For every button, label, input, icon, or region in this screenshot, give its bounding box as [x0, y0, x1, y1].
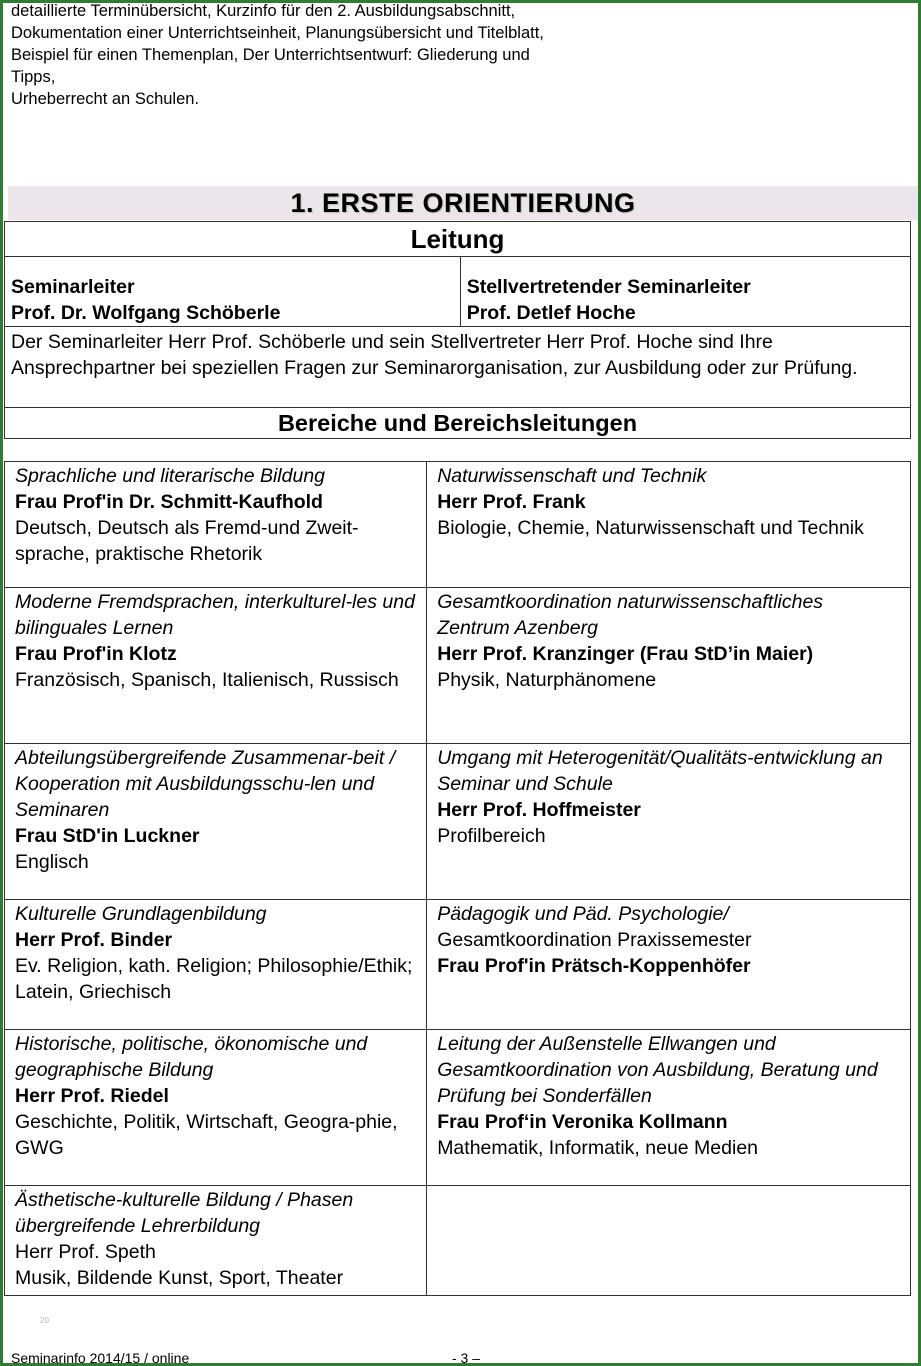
intro-line: Tipps, [11, 68, 56, 86]
area-subjects: Biologie, Chemie, Naturwissenschaft und Technik [437, 517, 864, 539]
empty-area-cell [427, 1186, 911, 1296]
area-name: Leitung der Außenstelle Ellwangen und Gesamtkoordination von Ausbildung, Beratung und Prüfung bei Sonderfällen [437, 1033, 878, 1107]
area-cell [5, 462, 427, 588]
area-subjects: Deutsch, Deutsch als Fremd-und Zweit-sprache, praktische Rhetorik [15, 517, 359, 565]
area-cell [427, 900, 911, 1030]
area-cell [5, 1186, 427, 1296]
area-subjects: Musik, Bildende Kunst, Sport, Theater [15, 1267, 344, 1289]
area-subjects: Physik, Naturphänomene [437, 669, 657, 691]
area-subjects: Profilbereich [437, 825, 546, 847]
area-name: Naturwissenschaft und Technik [437, 465, 707, 487]
intro-line: Urheberrecht an Schulen. [11, 90, 200, 108]
bereiche-title: Bereiche und Bereichsleitungen [5, 408, 911, 439]
area-lead: Frau StD'in Luckner [15, 825, 200, 847]
area-lead: Frau Prof‘in Veronika Kollmann [437, 1111, 728, 1133]
area-cell [5, 588, 427, 744]
area-lead: Frau Prof'in Dr. Schmitt-Kaufhold [15, 491, 323, 513]
area-name: Umgang mit Heterogenität/Qualitäts-entwicklung an Seminar und Schule [437, 747, 883, 795]
area-lead: Herr Prof. Speth [15, 1241, 156, 1263]
area-name: Abteilungsübergreifende Zusammenar-beit / Kooperation mit Ausbildungsschu-len und Seminaren [15, 747, 396, 821]
area-name: Gesamtkoordination naturwissenschaftliches Zentrum Azenberg [437, 591, 824, 639]
area-subjects: Ev. Religion, kath. Religion; Philosophie/Ethik; Latein, Griechisch [15, 955, 413, 1003]
area-subjects: Englisch [15, 851, 89, 873]
footer-label: Seminarinfo 2014/15 / online [11, 1350, 190, 1366]
area-cell [427, 462, 911, 588]
seminarleiter-cell [5, 257, 461, 327]
area-lead: Herr Prof. Kranzinger (Frau StD’in Maier) [437, 643, 814, 665]
area-subjects: Französisch, Spanisch, Italienisch, Russisch [15, 669, 399, 691]
area-cell [5, 744, 427, 900]
faint-mark: 20 [40, 1316, 49, 1325]
area-cell [427, 1030, 911, 1186]
page-number: - 3 – [452, 1350, 481, 1366]
intro-paragraph [11, 0, 544, 110]
area-cell [427, 588, 911, 744]
stellvertreter-cell [460, 257, 910, 327]
area-lead: Herr Prof. Binder [15, 929, 173, 951]
leitung-title: Leitung [5, 222, 911, 257]
bereiche-table [4, 461, 911, 1296]
seminarleiter-role: Seminarleiter [11, 276, 135, 298]
stellvertreter-role: Stellvertretender Seminarleiter [466, 276, 751, 298]
area-name: Kulturelle Grundlagenbildung [15, 903, 267, 925]
area-cell [5, 1030, 427, 1186]
area-name: Sprachliche und literarische Bildung [15, 465, 326, 487]
area-name: Historische, politische, ökonomische und geographische Bildung [15, 1033, 368, 1081]
intro-line: Beispiel für einen Themenplan, Der Unterrichtsentwurf: Gliederung und [11, 46, 530, 64]
area-cell [5, 900, 427, 1030]
area-lead: Frau Prof'in Klotz [15, 643, 177, 665]
intro-line: detaillierte Terminübersicht, Kurzinfo für den 2. Ausbildungsabschnitt, [11, 2, 516, 20]
leitung-description: Der Seminarleiter Herr Prof. Schöberle und sein Stellvertreter Herr Prof. Hoche sind Ihre Ansprechpartner bei speziellen Fragen zur Seminarorganisation, zur Ausbildung oder zur Prüfung. [5, 327, 911, 408]
intro-line: Dokumentation einer Unterrichtseinheit, Planungsübersicht und Titelblatt, [11, 24, 544, 42]
area-cell [427, 744, 911, 900]
area-name: Pädagogik und Päd. Psychologie/ [437, 903, 729, 925]
area-lead: Herr Prof. Frank [437, 491, 586, 513]
area-extra: Gesamtkoordination Praxissemester [437, 929, 752, 951]
area-lead: Herr Prof. Riedel [15, 1085, 169, 1107]
orientation-table [4, 221, 911, 439]
area-name: Moderne Fremdsprachen, interkulturel-les und bilinguales Lernen [15, 591, 415, 639]
area-name: Ästhetische-kulturelle Bildung / Phasen übergreifende Lehrerbildung [15, 1189, 354, 1237]
stellvertreter-name: Prof. Detlef Hoche [466, 302, 636, 324]
area-lead: Frau Prof'in Prätsch-Koppenhöfer [437, 955, 751, 977]
seminarleiter-name: Prof. Dr. Wolfgang Schöberle [11, 302, 281, 324]
section-heading: 1. ERSTE ORIENTIERUNG [290, 188, 636, 218]
area-lead: Herr Prof. Hoffmeister [437, 799, 641, 821]
area-subjects: Geschichte, Politik, Wirtschaft, Geogra-phie, GWG [15, 1111, 398, 1159]
area-subjects: Mathematik, Informatik, neue Medien [437, 1137, 759, 1159]
